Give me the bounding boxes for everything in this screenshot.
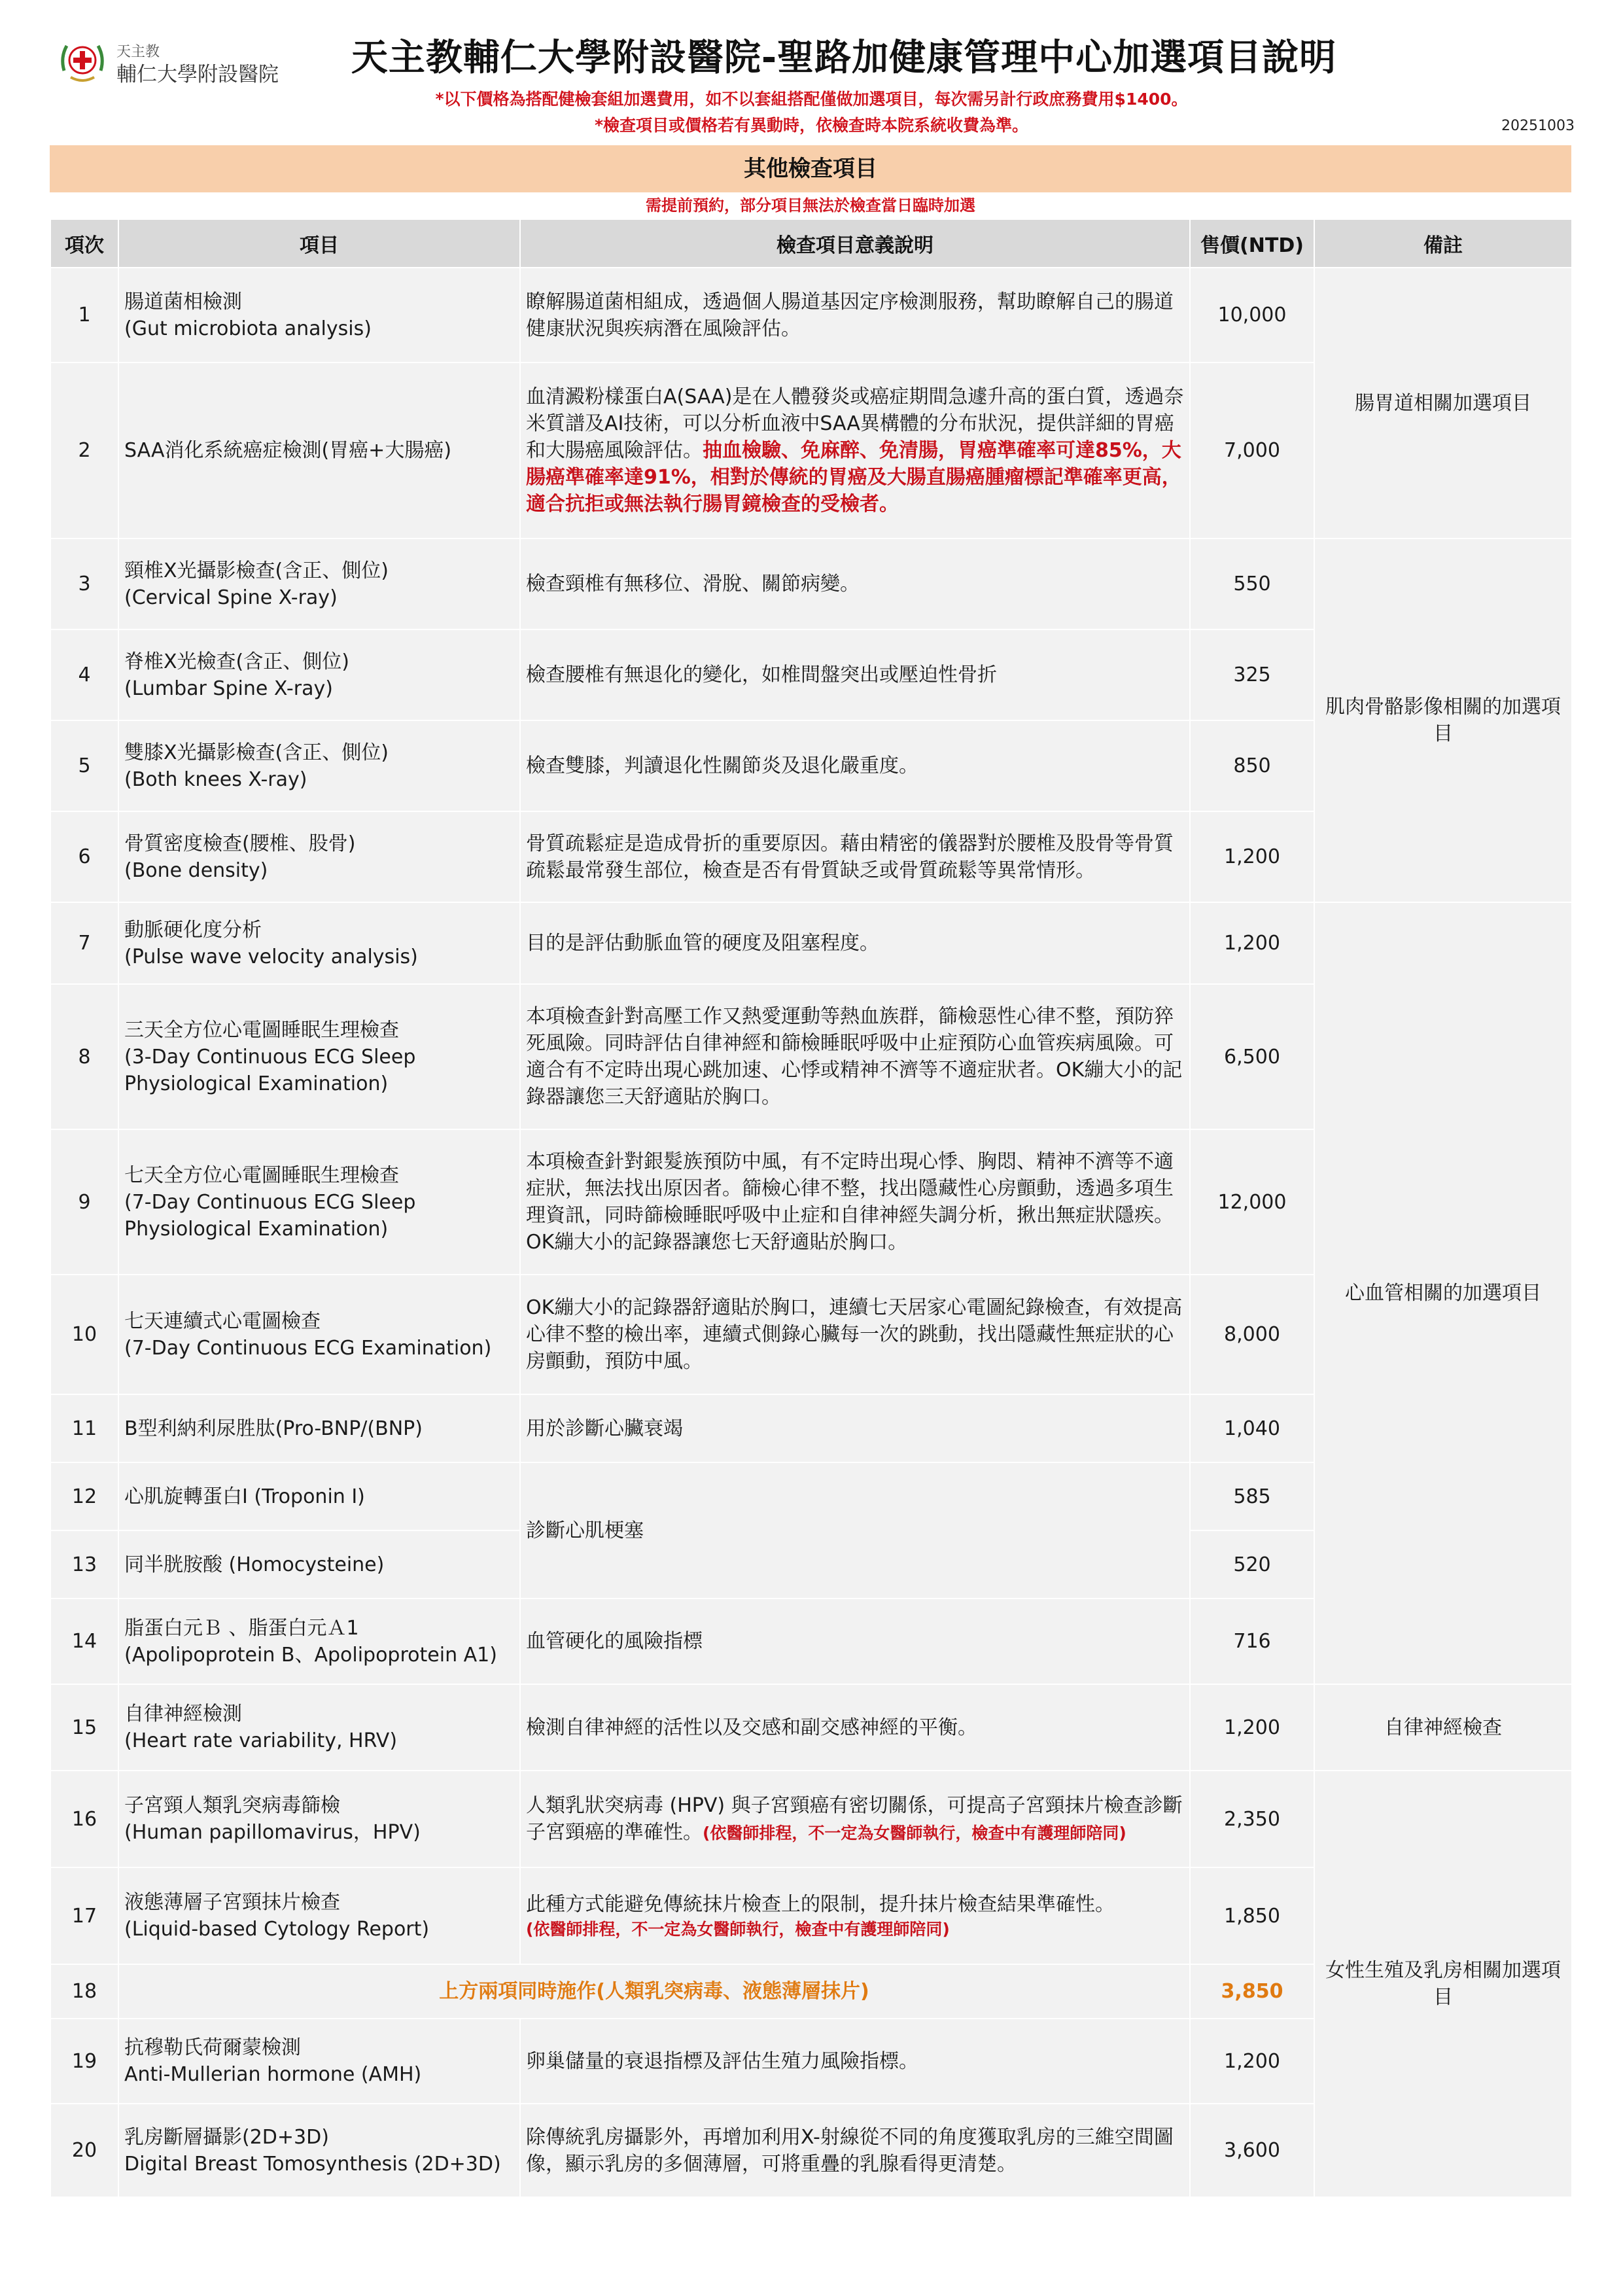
row-number: 5	[50, 720, 118, 811]
table-row	[50, 268, 1572, 362]
item-name: 七天全方位心電圖睡眠生理檢查 (7-Day Continuous ECG Sleep Physiological Examination)	[118, 1129, 520, 1275]
hospital-logo	[58, 38, 280, 85]
row-number: 11	[50, 1394, 118, 1462]
item-name: 自律神經檢測 (Heart rate variability, HRV)	[118, 1684, 520, 1771]
item-description: 診斷心肌梗塞	[520, 1462, 1190, 1598]
item-name: 動脈硬化度分析 (Pulse wave velocity analysis)	[118, 902, 520, 984]
item-price: 3,600	[1190, 2104, 1314, 2197]
item-description: 血管硬化的風險指標	[520, 1598, 1190, 1684]
item-description: 人類乳狀突病毒 (HPV) 與子宮頸癌有密切關係，可提高子宮頸抹片檢查診斷子宮頸癌的準確性。(依醫師排程，不一定為女醫師執行，檢查中有護理師陪同)	[520, 1771, 1190, 1867]
item-price: 716	[1190, 1598, 1314, 1684]
item-description: 檢查腰椎有無退化的變化，如椎間盤突出或壓迫性骨折	[520, 629, 1190, 720]
item-description: 除傳統乳房攝影外，再增加利用X-射線從不同的角度獲取乳房的三維空間圖像，顯示乳房的多個薄層，可將重疊的乳腺看得更清楚。	[520, 2104, 1190, 2197]
row-number: 3	[50, 539, 118, 629]
row-number: 9	[50, 1129, 118, 1275]
item-price: 585	[1190, 1462, 1314, 1530]
item-name: 雙膝X光攝影檢查(含正、側位) (Both knees X-ray)	[118, 720, 520, 811]
item-price: 2,350	[1190, 1771, 1314, 1867]
row-number: 17	[50, 1867, 118, 1964]
table-row	[50, 539, 1572, 629]
item-description: 骨質疏鬆症是造成骨折的重要原因。藉由精密的儀器對於腰椎及股骨等骨質疏鬆最常發生部位，檢查是否有骨質缺乏或骨質疏鬆等異常情形。	[520, 811, 1190, 902]
item-description: 血清澱粉樣蛋白A(SAA)是在人體發炎或癌症期間急遽升高的蛋白質，透過奈米質譜及AI技術，可以分析血液中SAA異構體的分布狀況，提供詳細的胃癌和大腸癌風險評估。抽血檢驗、免麻醉、免清腸，胃癌準確率可達85%，大腸癌準確率達91%，相對於傳統的胃癌及大腸直腸癌腫瘤標記準確率更高，適合抗拒或無法執行腸胃鏡檢查的受檢者。	[520, 362, 1190, 539]
item-price: 12,000	[1190, 1129, 1314, 1275]
table-header-row	[50, 219, 1572, 268]
row-number: 7	[50, 902, 118, 984]
item-description: 本項檢查針對高壓工作又熱愛運動等熱血族群，篩檢惡性心律不整，預防猝死風險。同時評估自律神經和篩檢睡眠呼吸中止症預防心血管疾病風險。可適合有不定時出現心跳加速、心悸或精神不濟等不適症狀者。OK繃大小的記錄器讓您三天舒適貼於胸口。	[520, 984, 1190, 1129]
row-number: 2	[50, 362, 118, 539]
items-table	[50, 219, 1573, 2198]
item-name: 七天連續式心電圖檢查 (7-Day Continuous ECG Examination)	[118, 1275, 520, 1394]
item-price: 3,850	[1190, 1964, 1314, 2019]
item-price: 1,200	[1190, 811, 1314, 902]
item-name: 骨質密度檢查(腰椎、股骨) (Bone density)	[118, 811, 520, 902]
column-header-description: 檢查項目意義說明	[520, 219, 1190, 268]
combo-item: 上方兩項同時施作(人類乳突病毒、液態薄層抹片)	[118, 1964, 1190, 2019]
item-name: 脂蛋白元Ｂ 、脂蛋白元Ａ1 (Apolipoprotein B、Apolipoprotein A1)	[118, 1598, 520, 1684]
logo-hospital-name: 輔仁大學附設醫院	[116, 63, 279, 86]
item-price: 1,200	[1190, 2019, 1314, 2104]
item-name: 液態薄層子宮頸抹片檢查 (Liquid-based Cytology Report)	[118, 1867, 520, 1964]
item-description: 卵巢儲量的衰退指標及評估生殖力風險指標。	[520, 2019, 1190, 2104]
item-price: 6,500	[1190, 984, 1314, 1129]
row-number: 20	[50, 2104, 118, 2197]
item-description: 目的是評估動脈血管的硬度及阻塞程度。	[520, 902, 1190, 984]
row-number: 13	[50, 1530, 118, 1598]
logo-subtext: 天主教	[116, 44, 160, 60]
item-name: 同半胱胺酸 (Homocysteine)	[118, 1530, 520, 1598]
item-price: 520	[1190, 1530, 1314, 1598]
table-row	[50, 1771, 1572, 1867]
highlight-text: 抽血檢驗、免麻醉、免清腸，胃癌準確率可達85%，大腸癌準確率達91%，相對於傳統的胃癌及大腸直腸癌腫瘤標記準確率更高，適合抗拒或無法執行腸胃鏡檢查的受檢者。	[526, 439, 1181, 516]
item-description: 檢查雙膝，判讀退化性關節炎及退化嚴重度。	[520, 720, 1190, 811]
pricing-note: *以下價格為搭配健檢套組加選費用，如不以套組搭配僅做加選項目，每次需另計行政庶務費用$1400。	[435, 90, 1188, 109]
row-number: 8	[50, 984, 118, 1129]
item-name: 子宮頸人類乳突病毒篩檢 (Human papillomavirus，HPV)	[118, 1771, 520, 1867]
section-title: 其他檢查項目	[50, 145, 1571, 192]
item-description: 檢測自律神經的活性以及交感和副交感神經的平衡。	[520, 1684, 1190, 1771]
item-price: 1,040	[1190, 1394, 1314, 1462]
remark-female: 女性生殖及乳房相關加選項目	[1314, 1771, 1572, 2197]
item-name: SAA消化系統癌症檢測(胃癌+大腸癌)	[118, 362, 520, 539]
item-description: 瞭解腸道菌相組成，透過個人腸道基因定序檢測服務，幫助瞭解自己的腸道健康狀況與疾病潛在風險評估。	[520, 268, 1190, 362]
row-number: 15	[50, 1684, 118, 1771]
item-name: 腸道菌相檢測 (Gut microbiota analysis)	[118, 268, 520, 362]
highlight-text: (依醫師排程，不一定為女醫師執行，檢查中有護理師陪同)	[703, 1824, 1126, 1843]
item-name: 頸椎X光攝影檢查(含正、側位) (Cervical Spine X-ray)	[118, 539, 520, 629]
item-price: 1,200	[1190, 902, 1314, 984]
remark-autonomic: 自律神經檢查	[1314, 1684, 1572, 1771]
row-number: 14	[50, 1598, 118, 1684]
item-price: 8,000	[1190, 1275, 1314, 1394]
remark-gut: 腸胃道相關加選項目	[1314, 268, 1572, 539]
item-description: OK繃大小的記錄器舒適貼於胸口，連續七天居家心電圖紀錄檢查，有效提高心律不整的檢出率，連續式側錄心臟每一次的跳動，找出隱藏性無症狀的心房顫動，預防中風。	[520, 1275, 1190, 1394]
hospital-emblem-icon	[58, 38, 107, 85]
item-name: 乳房斷層攝影(2D+3D) Digital Breast Tomosynthesis (2D+3D)	[118, 2104, 520, 2197]
column-header-item: 項目	[118, 219, 520, 268]
remark-musculoskeletal: 肌肉骨骼影像相關的加選項目	[1314, 539, 1572, 902]
row-number: 6	[50, 811, 118, 902]
item-price: 325	[1190, 629, 1314, 720]
item-description: 檢查頸椎有無移位、滑脫、關節病變。	[520, 539, 1190, 629]
document-date: 20251003	[1501, 118, 1575, 134]
table-row	[50, 1684, 1572, 1771]
row-number: 1	[50, 268, 118, 362]
item-name: B型利納利尿胜肽(Pro-BNP/(BNP)	[118, 1394, 520, 1462]
item-price: 850	[1190, 720, 1314, 811]
item-price: 10,000	[1190, 268, 1314, 362]
item-price: 550	[1190, 539, 1314, 629]
item-name: 三天全方位心電圖睡眠生理檢查 (3-Day Continuous ECG Sleep Physiological Examination)	[118, 984, 520, 1129]
price-change-note: *檢查項目或價格若有異動時，依檢查時本院系統收費為準。	[594, 116, 1029, 135]
row-number: 12	[50, 1462, 118, 1530]
item-description: 用於診斷心臟衰竭	[520, 1394, 1190, 1462]
row-number: 19	[50, 2019, 118, 2104]
item-price: 1,850	[1190, 1867, 1314, 1964]
item-description: 此種方式能避免傳統抹片檢查上的限制，提升抹片檢查結果準確性。 (依醫師排程，不一定為女醫師執行，檢查中有護理師陪同)	[520, 1867, 1190, 1964]
row-number: 4	[50, 629, 118, 720]
column-header-no: 項次	[50, 219, 118, 268]
page-title: 天主教輔仁大學附設醫院-聖路加健康管理中心加選項目說明	[351, 37, 1337, 79]
row-number: 10	[50, 1275, 118, 1394]
item-name: 心肌旋轉蛋白I (Troponin I)	[118, 1462, 520, 1530]
table-row	[50, 902, 1572, 984]
advisory-note: 需提前預約，部分項目無法於檢查當日臨時加選	[646, 196, 975, 215]
item-price: 1,200	[1190, 1684, 1314, 1771]
item-price: 7,000	[1190, 362, 1314, 539]
row-number: 16	[50, 1771, 118, 1867]
column-header-price: 售價(NTD)	[1190, 219, 1314, 268]
row-number: 18	[50, 1964, 118, 2019]
remark-cardiovascular: 心血管相關的加選項目	[1314, 902, 1572, 1684]
item-name: 脊椎X光檢查(含正、側位) (Lumbar Spine X-ray)	[118, 629, 520, 720]
item-name: 抗穆勒氏荷爾蒙檢測 Anti-Mullerian hormone (AMH)	[118, 2019, 520, 2104]
highlight-text: (依醫師排程，不一定為女醫師執行，檢查中有護理師陪同)	[526, 1919, 950, 1939]
column-header-remark: 備註	[1314, 219, 1572, 268]
item-description: 本項檢查針對銀髮族預防中風，有不定時出現心悸、胸悶、精神不濟等不適症狀，無法找出原因者。篩檢心律不整，找出隱藏性心房顫動，透過多項生理資訊，同時篩檢睡眠呼吸中止症和自律神經失調分析，揪出無症狀隱疾。OK繃大小的記錄器讓您七天舒適貼於胸口。	[520, 1129, 1190, 1275]
